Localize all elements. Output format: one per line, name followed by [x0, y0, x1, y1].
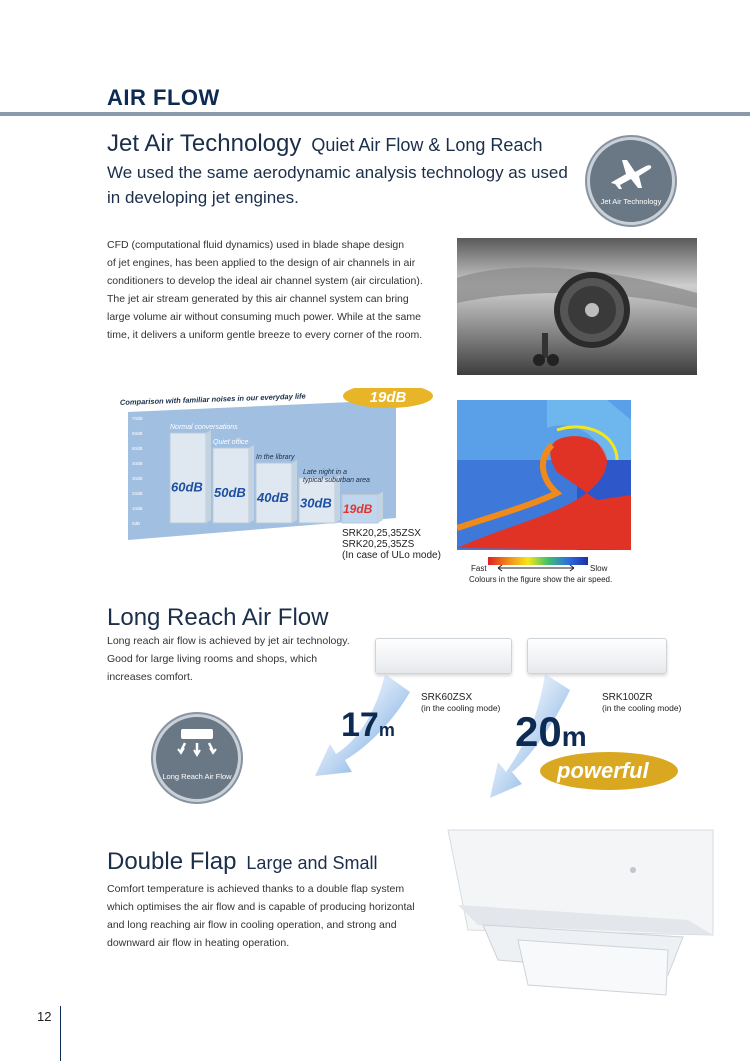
- body-line: large volume air without consuming much power. While at the same: [107, 311, 421, 323]
- body-line: time, it delivers a uniform gentle breeze to every corner of the room.: [107, 329, 423, 341]
- value-label: 50dB: [214, 484, 246, 500]
- body-line: increases comfort.: [107, 671, 193, 683]
- y-tick-label: 40dB: [132, 461, 143, 466]
- body-line: of jet engines, has been applied to the design of air channels in air: [107, 257, 416, 269]
- jet-engine-photo: [457, 238, 697, 375]
- distance-17m: [341, 706, 395, 745]
- noise-bar-side: [249, 445, 254, 523]
- y-tick-label: 70dB: [132, 416, 143, 421]
- y-tick-label: 10dB: [132, 506, 143, 511]
- legend-slow: Slow: [590, 564, 608, 573]
- powerful-tag-text: powerful: [557, 758, 649, 783]
- jet-air-badge-label: Jet Air Technology: [600, 197, 662, 206]
- long-reach-badge: [153, 714, 241, 802]
- distance-value: 20: [515, 708, 562, 755]
- body-line: conditioners to develop the ideal air channel system (air circulation).: [107, 275, 423, 287]
- double-flap-subtitle: Large and Small: [246, 853, 378, 873]
- body-line: downward air flow in heating operation.: [107, 937, 290, 949]
- chart-note: [342, 528, 441, 561]
- double-flap-title: Double Flap: [107, 848, 237, 875]
- long-reach-title: Long Reach Air Flow: [107, 604, 329, 631]
- body-line: The jet air stream generated by this air channel system can bring: [107, 293, 409, 305]
- body-line: CFD (computational fluid dynamics) used in blade shape design: [107, 239, 405, 251]
- page-number: 12: [37, 1009, 52, 1024]
- y-tick-label: 0dB: [132, 521, 141, 526]
- value-label: 19dB: [343, 502, 373, 517]
- jet-air-badge: [587, 137, 675, 225]
- model-name: SRK100ZR: [602, 692, 653, 703]
- distance-value: 17: [341, 706, 379, 744]
- cfd-simulation-image: [457, 400, 631, 550]
- section-divider: [0, 112, 750, 116]
- legend-fast: Fast: [471, 564, 487, 573]
- category-label: Late night in a typical suburban area: [303, 469, 370, 484]
- note-line: SRK20,25,35ZSX: [342, 528, 421, 539]
- model-name: SRK60ZSX: [421, 692, 473, 703]
- y-tick-label: 50dB: [132, 446, 143, 451]
- value-label: 30dB: [300, 495, 332, 511]
- airflow-unit-icon: [177, 727, 217, 763]
- page-number-rule: [60, 1006, 61, 1061]
- model-mode: (in the cooling mode): [602, 703, 682, 713]
- jet-air-lead: We used the same aerodynamic analysis technology as used in developing jet engines.: [107, 163, 568, 207]
- ac-unit-srk100zr: [527, 638, 667, 674]
- category-label: In the library: [256, 454, 295, 461]
- noise-bar-side: [378, 492, 383, 524]
- chart-title: Comparison with familiar noises in our everyday life: [119, 391, 306, 407]
- jet-air-body: [107, 236, 447, 344]
- jet-air-title: Jet Air Technology: [107, 130, 302, 157]
- jet-air-heading: [107, 130, 542, 158]
- jet-air-subtitle: Quiet Air Flow & Long Reach: [311, 135, 543, 155]
- body-line: Comfort temperature is achieved thanks to a double flap system: [107, 883, 405, 895]
- double-flap-body: [107, 880, 437, 952]
- long-reach-badge-label: Long Reach Air Flow: [162, 772, 232, 781]
- legend-arrow: [496, 563, 576, 575]
- body-line: and long reaching air flow in cooling operation, and strong and: [107, 919, 397, 931]
- y-tick-label: 20dB: [132, 491, 143, 496]
- note-line: SRK20,25,35ZS: [342, 539, 415, 550]
- noise-bar-side: [206, 430, 211, 523]
- note-line: (In case of ULo mode): [342, 550, 441, 561]
- unit-label-2: [602, 692, 681, 714]
- noise-bar: [170, 433, 206, 523]
- body-line: Long reach air flow is achieved by jet air technology.: [107, 635, 350, 647]
- category-label: Quiet office: [213, 439, 249, 446]
- value-label: 40dB: [257, 490, 289, 505]
- cfd-caption: Colours in the figure show the air speed.: [469, 575, 613, 584]
- section-title: AIR FLOW: [107, 85, 220, 110]
- double-flap-heading: [107, 848, 378, 876]
- unit-label-1: [421, 692, 500, 714]
- category-label: Normal conversations: [170, 424, 238, 431]
- double-flap-unit-photo: [428, 825, 718, 1000]
- y-tick-label: 60dB: [132, 431, 143, 436]
- value-label: 60dB: [171, 479, 203, 495]
- body-line: which optimises the air flow and is capable of producing horizontal: [107, 901, 415, 913]
- model-mode: (in the cooling mode): [421, 703, 501, 713]
- noise-bar-side: [292, 460, 297, 523]
- distance-20m: [515, 708, 587, 756]
- ac-unit-srk60zsx: [375, 638, 512, 674]
- distance-unit: m: [561, 721, 587, 752]
- body-line: Good for large living rooms and shops, which: [107, 653, 318, 665]
- callout-19db: 19dB: [369, 389, 407, 406]
- distance-unit: m: [378, 720, 395, 740]
- y-tick-label: 30dB: [132, 476, 143, 481]
- airplane-icon: [606, 152, 656, 192]
